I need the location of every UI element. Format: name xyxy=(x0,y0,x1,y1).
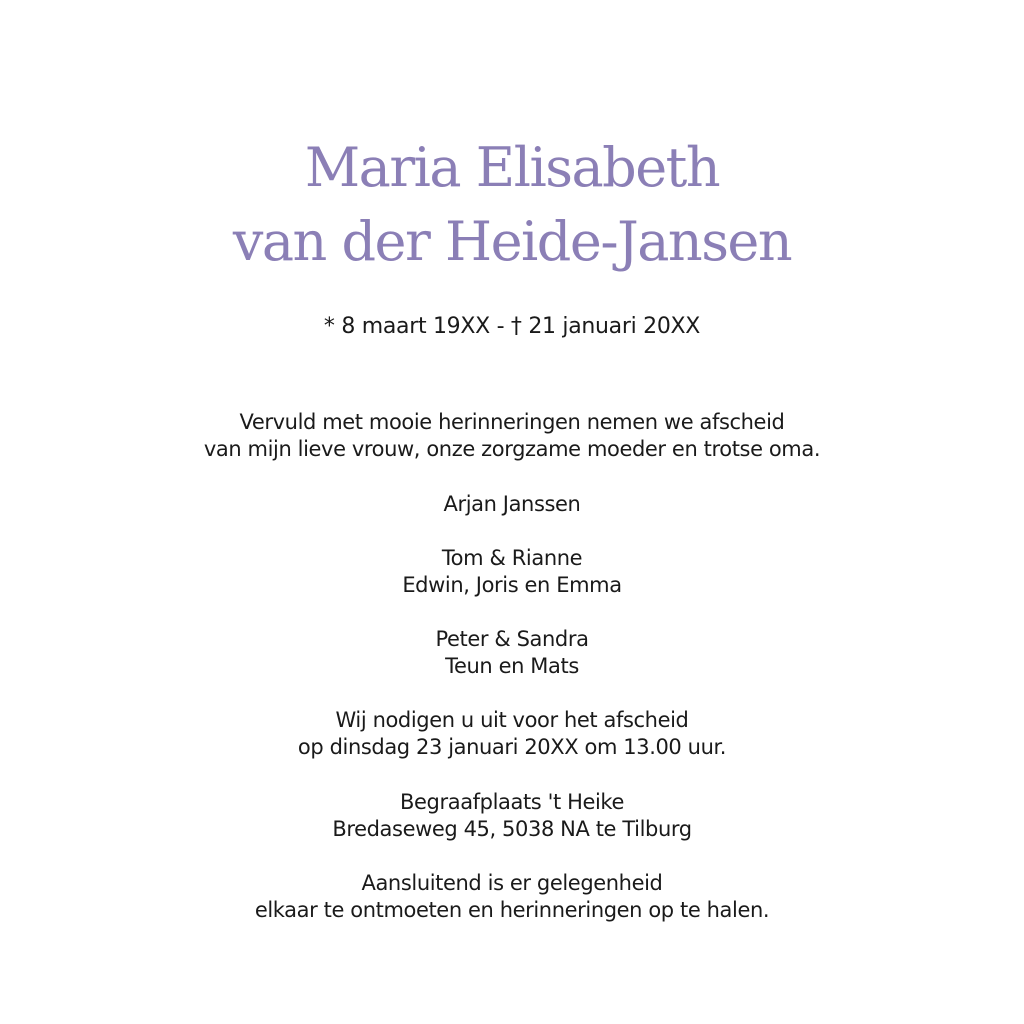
message-line-1: Vervuld met mooie herinneringen nemen we afscheid xyxy=(239,410,785,434)
family-child1-couple: Tom & Rianne xyxy=(441,546,583,570)
life-dates: * 8 maart 19XX - † 21 januari 20XX xyxy=(323,314,701,339)
invitation-line-2: op dinsdag 23 januari 20XX om 13.00 uur. xyxy=(297,735,727,759)
family-child1-children: Edwin, Joris en Emma xyxy=(402,573,622,597)
closing-line-1: Aansluitend is er gelegenheid xyxy=(361,871,663,895)
deceased-name-first: Maria Elisabeth xyxy=(304,136,720,199)
invitation-line-1: Wij nodigen u uit voor het afscheid xyxy=(335,708,689,732)
location-address: Bredaseweg 45, 5038 NA te Tilburg xyxy=(332,817,692,841)
closing-line-2: elkaar te ontmoeten en herinneringen op te halen. xyxy=(254,898,770,922)
family-child2-children: Teun en Mats xyxy=(445,654,579,678)
deceased-name-last: van der Heide-Jansen xyxy=(232,210,792,273)
message-line-2: van mijn lieve vrouw, onze zorgzame moeder en trotse oma. xyxy=(203,437,821,461)
family-husband: Arjan Janssen xyxy=(443,492,581,516)
location-name: Begraafplaats 't Heike xyxy=(400,790,624,814)
family-child2-couple: Peter & Sandra xyxy=(435,627,589,651)
